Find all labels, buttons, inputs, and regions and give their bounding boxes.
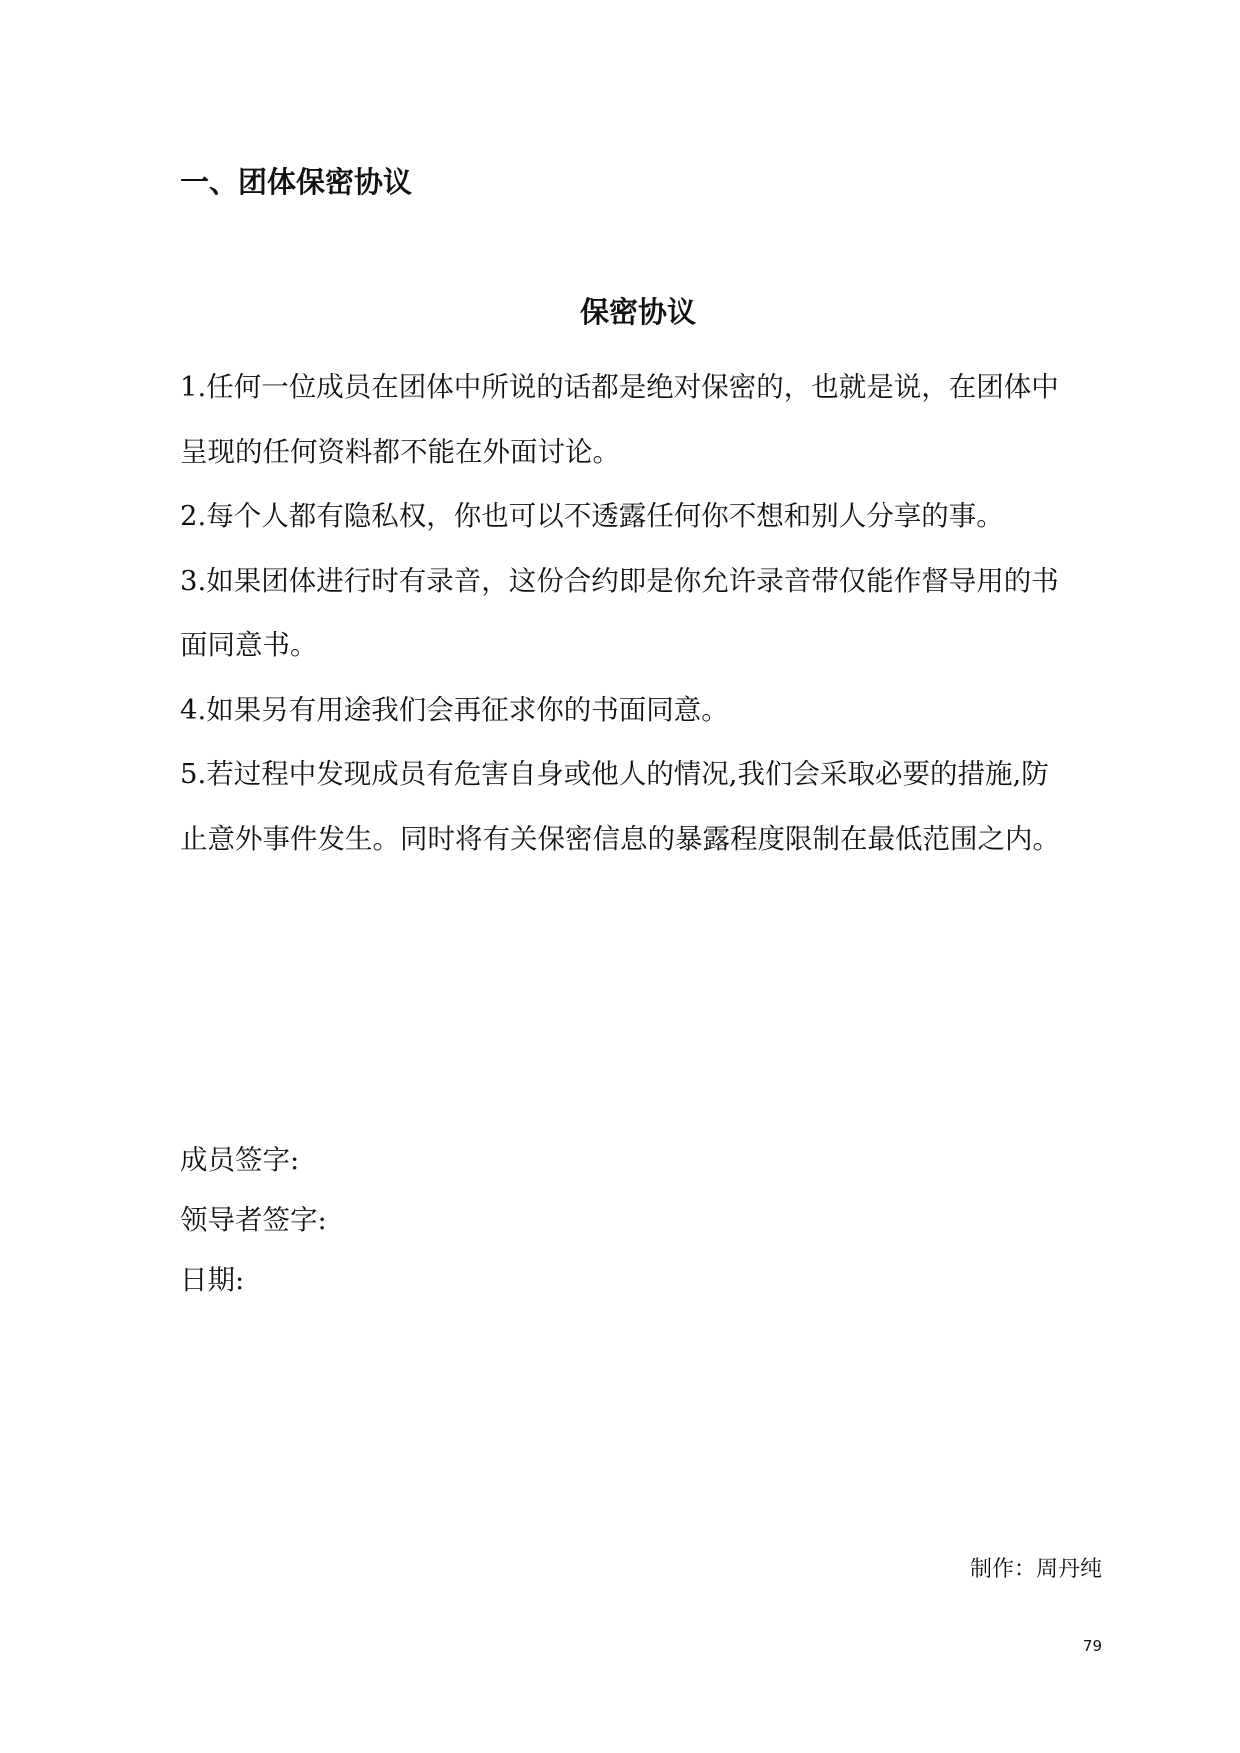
member-signature-label: 成员签字: bbox=[180, 1144, 300, 1176]
leader-signature-label: 领导者签字: bbox=[180, 1204, 327, 1236]
clause-2: 2.每个人都有隐私权，你也可以不透露任何你不想和别人分享的事。 bbox=[180, 500, 1004, 532]
clause-3: 3.如果团体进行时有录音，这份合约即是你允许录音带仅能作督导用的书面同意书。 bbox=[180, 564, 1059, 661]
agreement-title: 保密协议 bbox=[579, 295, 696, 329]
clause-4: 4.如果另有用途我们会再征求你的书面同意。 bbox=[180, 693, 729, 726]
signature-block bbox=[180, 1130, 327, 1310]
clause-5: 5.若过程中发现成员有危害自身或他人的情况,我们会采取必要的措施,防止意外事件发生。同时将有关保密信息的暴露程度限制在最低范围之内。 bbox=[180, 758, 1060, 855]
section-title: 一、团体保密协议 bbox=[180, 165, 413, 199]
clause-1: 1.任何一位成员在团体中所说的话都是绝对保密的，也就是说，在团体中呈现的任何资料都不能在外面讨论。 bbox=[180, 371, 1059, 468]
agreement-body bbox=[180, 355, 1060, 871]
date-label: 日期: bbox=[180, 1264, 245, 1296]
author-credit: 制作：周丹纯 bbox=[969, 1557, 1102, 1582]
page-number: 79 bbox=[1082, 1637, 1102, 1655]
